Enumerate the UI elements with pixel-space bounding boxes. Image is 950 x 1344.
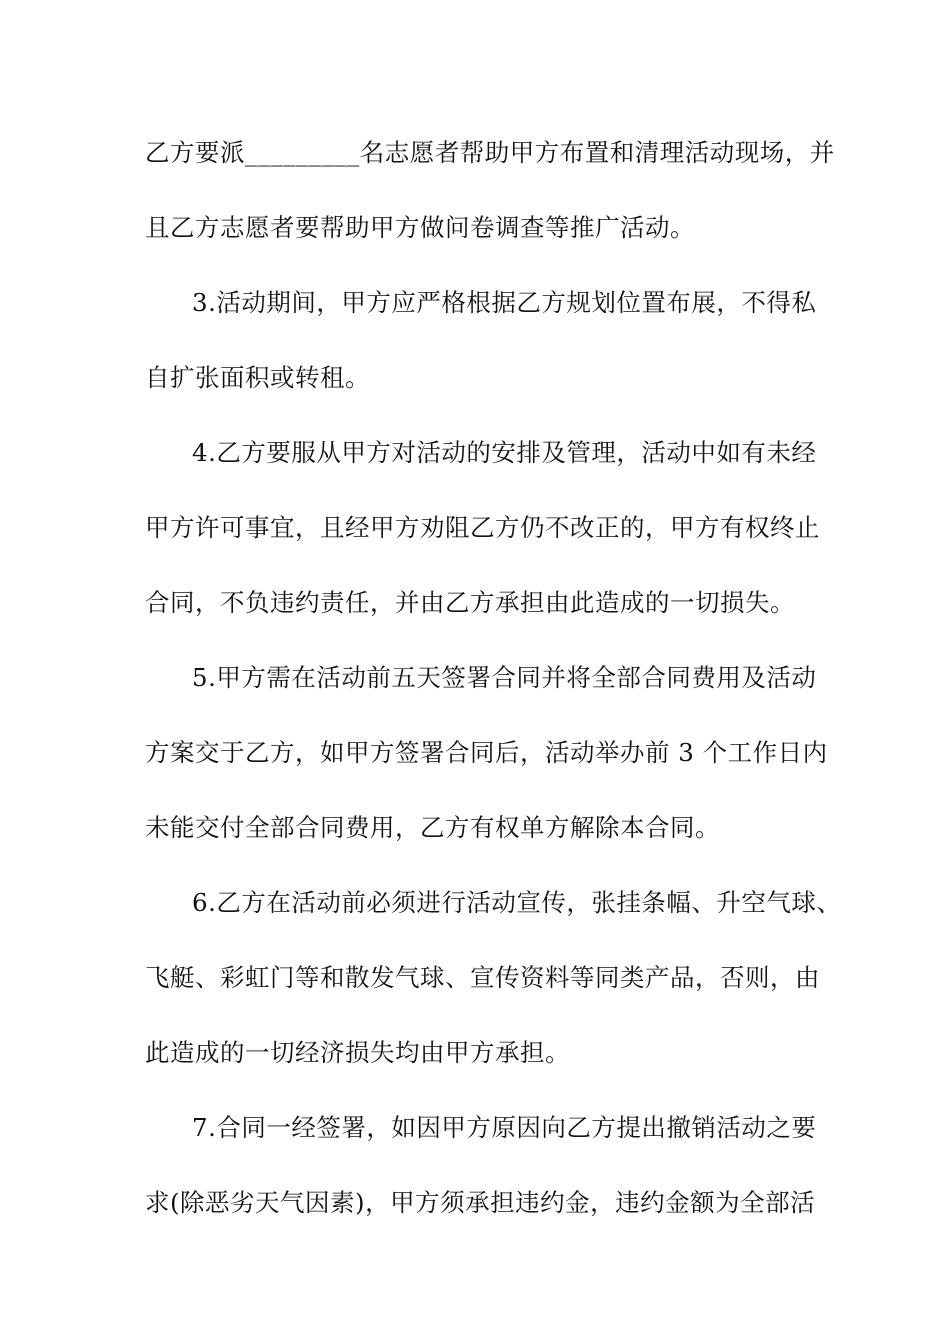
text-line: 且乙方志愿者要帮助甲方做问卷调查等推广活动。 xyxy=(145,213,695,242)
text-line: 乙方要派_________名志愿者帮助甲方布置和清理活动现场，并 xyxy=(145,138,835,167)
text-line: 未能交付全部合同费用，乙方有权单方解除本合同。 xyxy=(145,813,720,842)
text-line: 方案交于乙方，如甲方签署合同后，活动举办前 3 个工作日内 xyxy=(145,738,828,767)
clause-3-start: 3.活动期间，甲方应严格根据乙方规划位置布展，不得私 xyxy=(192,288,817,317)
text-line: 此造成的一切经济损失均由甲方承担。 xyxy=(145,1038,570,1067)
clause-6-start: 6.乙方在活动前必须进行活动宣传，张挂条幅、升空气球、 xyxy=(192,888,842,917)
clause-7-start: 7.合同一经签署，如因甲方原因向乙方提出撤销活动之要 xyxy=(192,1113,817,1142)
text-line: 飞艇、彩虹门等和散发气球、宣传资料等同类产品，否则，由 xyxy=(145,963,820,992)
text-line: 求(除恶劣天气因素)，甲方须承担违约金，违约金额为全部活 xyxy=(145,1188,816,1217)
text-line: 甲方许可事宜，且经甲方劝阻乙方仍不改正的，甲方有权终止 xyxy=(145,513,820,542)
text-line: 合同，不负违约责任，并由乙方承担由此造成的一切损失。 xyxy=(145,588,795,617)
text-line: 自扩张面积或转租。 xyxy=(145,363,370,392)
clause-4-start: 4.乙方要服从甲方对活动的安排及管理，活动中如有未经 xyxy=(192,438,817,467)
clause-5-start: 5.甲方需在活动前五天签署合同并将全部合同费用及活动 xyxy=(192,663,817,692)
